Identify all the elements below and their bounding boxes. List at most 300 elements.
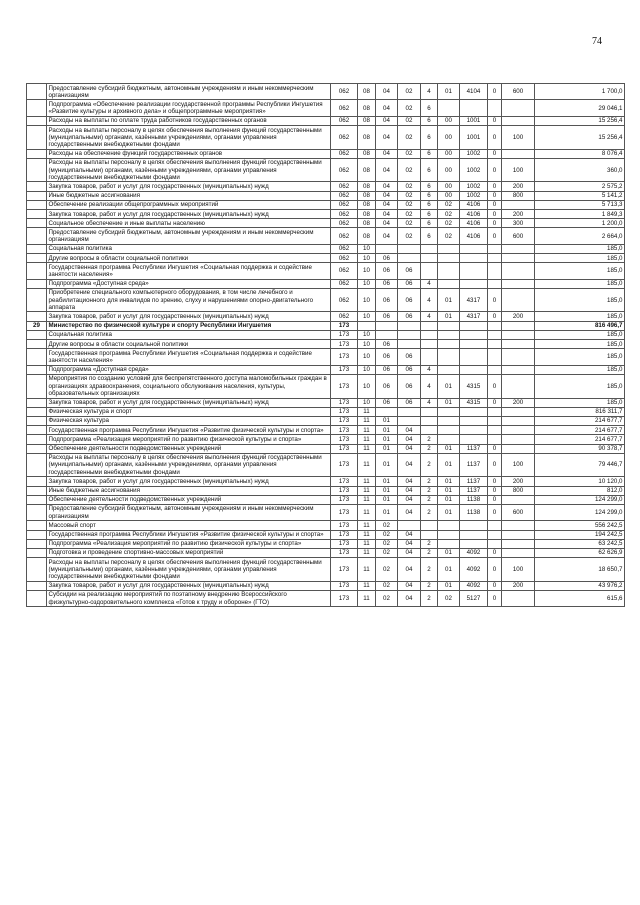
subsection-code-cell: 06 (376, 340, 398, 349)
subsection-code-cell: 01 (376, 504, 398, 520)
subprogram-code-cell (421, 244, 438, 253)
row-number-cell (27, 126, 47, 150)
measure-code-cell: 02 (438, 228, 460, 244)
row-number-cell (27, 116, 47, 125)
measure-code-cell: 01 (438, 504, 460, 520)
subsection-code-cell: 04 (376, 116, 398, 125)
measure-code-cell: 01 (438, 444, 460, 453)
subprogram-code-cell: 6 (421, 158, 438, 182)
program-code-cell: 06 (398, 263, 421, 279)
expense-type-cell: 100 (502, 126, 535, 150)
expense-type-cell (502, 279, 535, 288)
amount-cell: 360,0 (535, 158, 625, 182)
row-number-cell (27, 228, 47, 244)
expense-type-cell: 200 (502, 581, 535, 590)
program-code-cell: 04 (398, 495, 421, 504)
program-code-cell: 06 (398, 312, 421, 321)
table-row (27, 530, 625, 539)
subsection-code-cell: 01 (376, 495, 398, 504)
subsection-code-cell: 06 (376, 288, 398, 312)
direction-code-cell (460, 321, 488, 330)
section-code-cell: 10 (358, 374, 376, 398)
row-number-cell (27, 435, 47, 444)
extra-code-cell: 0 (488, 581, 502, 590)
amount-cell: 15 256,4 (535, 126, 625, 150)
table-row (27, 407, 625, 416)
measure-code-cell (438, 254, 460, 263)
expense-type-cell (502, 539, 535, 548)
expense-type-cell (502, 435, 535, 444)
table-row (27, 210, 625, 219)
program-code-cell: 04 (398, 435, 421, 444)
program-code-cell: 04 (398, 581, 421, 590)
expense-type-cell (502, 116, 535, 125)
extra-code-cell: 0 (488, 312, 502, 321)
amount-cell: 43 976,2 (535, 581, 625, 590)
measure-code-cell (438, 407, 460, 416)
section-code-cell: 11 (358, 435, 376, 444)
row-number-cell (27, 279, 47, 288)
direction-code-cell: 4315 (460, 398, 488, 407)
section-code-cell: 08 (358, 200, 376, 209)
program-code-cell: 06 (398, 374, 421, 398)
direction-code-cell: 1001 (460, 116, 488, 125)
expense-type-cell (502, 495, 535, 504)
amount-cell: 79 446,7 (535, 453, 625, 477)
ved-code-cell: 173 (331, 521, 358, 530)
subprogram-code-cell: 6 (421, 149, 438, 158)
row-name-cell: Закупка товаров, работ и услуг для государственных (муниципальных) нужд (47, 581, 331, 590)
table-row (27, 219, 625, 228)
ved-code-cell: 062 (331, 158, 358, 182)
section-code-cell: 11 (358, 530, 376, 539)
row-number-cell (27, 590, 47, 606)
ved-code-cell: 173 (331, 444, 358, 453)
section-code-cell: 11 (358, 477, 376, 486)
direction-code-cell (460, 365, 488, 374)
ved-code-cell: 173 (331, 340, 358, 349)
ved-code-cell: 062 (331, 100, 358, 116)
subsection-code-cell: 06 (376, 279, 398, 288)
ved-code-cell: 173 (331, 321, 358, 330)
subprogram-code-cell: 6 (421, 182, 438, 191)
ved-code-cell: 173 (331, 486, 358, 495)
subprogram-code-cell (421, 340, 438, 349)
section-code-cell: 10 (358, 254, 376, 263)
row-name-cell: Государственная программа Республики Ингушетия «Развитие физической культуры и спорта» (47, 530, 331, 539)
section-code-cell: 08 (358, 116, 376, 125)
row-name-cell: Приобретение специального компьютерного оборудования, в том числе лечебного и реабилитационного для инвалидов по зрению, слуху и нарушениями опорно-двигательного аппарата (47, 288, 331, 312)
subprogram-code-cell (421, 416, 438, 425)
measure-code-cell: 01 (438, 558, 460, 582)
section-code-cell: 11 (358, 416, 376, 425)
subsection-code-cell: 01 (376, 426, 398, 435)
subsection-code-cell: 01 (376, 444, 398, 453)
direction-code-cell (460, 263, 488, 279)
measure-code-cell (438, 539, 460, 548)
ved-code-cell: 173 (331, 581, 358, 590)
subprogram-code-cell (421, 407, 438, 416)
measure-code-cell (438, 244, 460, 253)
ved-code-cell: 062 (331, 210, 358, 219)
amount-cell: 124 299,0 (535, 495, 625, 504)
extra-code-cell: 0 (488, 504, 502, 520)
table-row (27, 349, 625, 365)
program-code-cell: 02 (398, 210, 421, 219)
subprogram-code-cell: 6 (421, 219, 438, 228)
program-code-cell: 04 (398, 590, 421, 606)
extra-code-cell (488, 416, 502, 425)
subsection-code-cell: 04 (376, 191, 398, 200)
table-row (27, 116, 625, 125)
direction-code-cell: 4104 (460, 84, 488, 100)
direction-code-cell (460, 521, 488, 530)
subsection-code-cell: 06 (376, 254, 398, 263)
expense-type-cell: 200 (502, 477, 535, 486)
row-name-cell: Массовый спорт (47, 521, 331, 530)
measure-code-cell (438, 530, 460, 539)
amount-cell: 5 713,3 (535, 200, 625, 209)
amount-cell: 185,0 (535, 254, 625, 263)
row-number-cell (27, 365, 47, 374)
ved-code-cell: 062 (331, 182, 358, 191)
row-number-cell (27, 288, 47, 312)
measure-code-cell (438, 349, 460, 365)
subprogram-code-cell: 2 (421, 539, 438, 548)
measure-code-cell: 01 (438, 495, 460, 504)
subprogram-code-cell: 4 (421, 374, 438, 398)
expense-type-cell (502, 530, 535, 539)
direction-code-cell: 1002 (460, 182, 488, 191)
section-code-cell: 11 (358, 521, 376, 530)
extra-code-cell (488, 530, 502, 539)
amount-cell: 1 200,0 (535, 219, 625, 228)
program-code-cell: 04 (398, 477, 421, 486)
measure-code-cell: 02 (438, 200, 460, 209)
row-number-cell (27, 374, 47, 398)
direction-code-cell: 4106 (460, 219, 488, 228)
row-name-cell: Предоставление субсидий бюджетным, автономным учреждениям и иным некоммерческим организациям (47, 228, 331, 244)
direction-code-cell (460, 416, 488, 425)
extra-code-cell: 0 (488, 486, 502, 495)
extra-code-cell (488, 435, 502, 444)
row-name-cell: Закупка товаров, работ и услуг для государственных (муниципальных) нужд (47, 182, 331, 191)
row-number-cell (27, 539, 47, 548)
extra-code-cell: 0 (488, 374, 502, 398)
row-number-cell (27, 444, 47, 453)
section-code-cell: 11 (358, 453, 376, 477)
subprogram-code-cell: 6 (421, 228, 438, 244)
ved-code-cell: 173 (331, 558, 358, 582)
subsection-code-cell: 01 (376, 453, 398, 477)
program-code-cell: 02 (398, 149, 421, 158)
program-code-cell (398, 407, 421, 416)
amount-cell: 812,0 (535, 486, 625, 495)
subsection-code-cell: 06 (376, 374, 398, 398)
measure-code-cell: 00 (438, 182, 460, 191)
row-name-cell: Подпрограмма «Реализация мероприятий по развитию физической культуры и спорта» (47, 539, 331, 548)
program-code-cell: 06 (398, 279, 421, 288)
section-code-cell: 11 (358, 444, 376, 453)
row-name-cell: Предоставление субсидий бюджетным, автономным учреждениям и иным некоммерческим организациям (47, 84, 331, 100)
amount-cell: 556 242,5 (535, 521, 625, 530)
expense-type-cell (502, 288, 535, 312)
measure-code-cell: 00 (438, 158, 460, 182)
extra-code-cell (488, 340, 502, 349)
table-row (27, 126, 625, 150)
extra-code-cell: 0 (488, 126, 502, 150)
direction-code-cell (460, 340, 488, 349)
page-number: 74 (592, 36, 602, 47)
measure-code-cell: 00 (438, 149, 460, 158)
program-code-cell: 02 (398, 219, 421, 228)
amount-cell: 615,6 (535, 590, 625, 606)
expense-type-cell (502, 374, 535, 398)
subsection-code-cell: 01 (376, 435, 398, 444)
section-code-cell: 10 (358, 349, 376, 365)
ved-code-cell: 062 (331, 228, 358, 244)
row-number-cell (27, 100, 47, 116)
program-code-cell: 06 (398, 365, 421, 374)
measure-code-cell (438, 100, 460, 116)
extra-code-cell: 0 (488, 590, 502, 606)
expense-type-cell: 100 (502, 453, 535, 477)
expense-type-cell: 100 (502, 558, 535, 582)
row-number-cell (27, 200, 47, 209)
measure-code-cell: 02 (438, 590, 460, 606)
ved-code-cell: 173 (331, 374, 358, 398)
direction-code-cell (460, 426, 488, 435)
expense-type-cell (502, 416, 535, 425)
direction-code-cell (460, 530, 488, 539)
expense-type-cell: 100 (502, 158, 535, 182)
expense-type-cell (502, 444, 535, 453)
subsection-code-cell: 06 (376, 312, 398, 321)
table-row (27, 444, 625, 453)
subprogram-code-cell: 2 (421, 486, 438, 495)
amount-cell: 185,0 (535, 263, 625, 279)
section-code-cell: 11 (358, 426, 376, 435)
program-code-cell: 04 (398, 426, 421, 435)
expense-type-cell (502, 590, 535, 606)
table-row (27, 191, 625, 200)
program-code-cell: 02 (398, 84, 421, 100)
direction-code-cell (460, 279, 488, 288)
extra-code-cell (488, 349, 502, 365)
row-number-cell (27, 477, 47, 486)
table-row (27, 182, 625, 191)
row-name-cell: Предоставление субсидий бюджетным, автономным учреждениям и иным некоммерческим организациям (47, 504, 331, 520)
direction-code-cell (460, 539, 488, 548)
section-code-cell: 10 (358, 288, 376, 312)
row-name-cell: Расходы на выплаты персоналу в целях обеспечения выполнения функций государственными (муниципальными) органами, казёнными учреждениями, органами управления государственными внебюджетными фондами (47, 558, 331, 582)
row-number-cell (27, 521, 47, 530)
extra-code-cell: 0 (488, 558, 502, 582)
subprogram-code-cell: 4 (421, 365, 438, 374)
direction-code-cell: 1002 (460, 149, 488, 158)
measure-code-cell (438, 263, 460, 279)
extra-code-cell: 0 (488, 191, 502, 200)
program-code-cell: 02 (398, 116, 421, 125)
subprogram-code-cell (421, 263, 438, 279)
program-code-cell (398, 340, 421, 349)
ved-code-cell: 062 (331, 312, 358, 321)
ved-code-cell: 173 (331, 349, 358, 365)
extra-code-cell: 0 (488, 453, 502, 477)
section-code-cell: 11 (358, 407, 376, 416)
amount-cell: 185,0 (535, 365, 625, 374)
amount-cell: 185,0 (535, 349, 625, 365)
direction-code-cell: 4106 (460, 210, 488, 219)
expense-type-cell (502, 321, 535, 330)
extra-code-cell (488, 321, 502, 330)
program-code-cell: 04 (398, 539, 421, 548)
table-row (27, 590, 625, 606)
subsection-code-cell: 02 (376, 521, 398, 530)
expense-type-cell: 600 (502, 504, 535, 520)
direction-code-cell: 1001 (460, 126, 488, 150)
measure-code-cell (438, 416, 460, 425)
row-number-cell (27, 530, 47, 539)
section-code-cell: 10 (358, 340, 376, 349)
row-name-cell: Закупка товаров, работ и услуг для государственных (муниципальных) нужд (47, 477, 331, 486)
ved-code-cell: 173 (331, 495, 358, 504)
direction-code-cell: 1137 (460, 444, 488, 453)
extra-code-cell: 0 (488, 182, 502, 191)
amount-cell: 214 677,7 (535, 426, 625, 435)
table-row (27, 254, 625, 263)
section-code-cell: 11 (358, 548, 376, 557)
subprogram-code-cell: 6 (421, 191, 438, 200)
row-number-cell (27, 263, 47, 279)
expense-type-cell (502, 330, 535, 339)
row-name-cell: Расходы на выплаты по оплате труда работников государственных органов (47, 116, 331, 125)
direction-code-cell: 1137 (460, 486, 488, 495)
amount-cell: 185,0 (535, 279, 625, 288)
expense-type-cell: 200 (502, 210, 535, 219)
section-code-cell: 11 (358, 486, 376, 495)
subprogram-code-cell: 2 (421, 477, 438, 486)
amount-cell: 62 626,9 (535, 548, 625, 557)
expense-type-cell (502, 349, 535, 365)
row-number-cell (27, 340, 47, 349)
subsection-code-cell: 04 (376, 100, 398, 116)
program-code-cell: 02 (398, 158, 421, 182)
expense-type-cell: 300 (502, 219, 535, 228)
extra-code-cell: 0 (488, 200, 502, 209)
table-row (27, 312, 625, 321)
subprogram-code-cell: 4 (421, 398, 438, 407)
extra-code-cell (488, 244, 502, 253)
extra-code-cell (488, 521, 502, 530)
row-name-cell: Физическая культура и спорт (47, 407, 331, 416)
table-row (27, 495, 625, 504)
subsection-code-cell: 02 (376, 581, 398, 590)
expense-type-cell (502, 263, 535, 279)
ved-code-cell: 173 (331, 407, 358, 416)
subprogram-code-cell: 4 (421, 84, 438, 100)
section-code-cell: 10 (358, 312, 376, 321)
measure-code-cell (438, 365, 460, 374)
subprogram-code-cell: 2 (421, 453, 438, 477)
subprogram-code-cell (421, 521, 438, 530)
extra-code-cell: 0 (488, 158, 502, 182)
row-number-cell (27, 219, 47, 228)
extra-code-cell (488, 407, 502, 416)
row-number-cell (27, 407, 47, 416)
measure-code-cell: 00 (438, 191, 460, 200)
row-name-cell: Социальная политика (47, 244, 331, 253)
row-number-cell (27, 426, 47, 435)
table-row (27, 84, 625, 100)
section-code-cell: 11 (358, 504, 376, 520)
row-name-cell: Расходы на выплаты персоналу в целях обеспечения выполнения функций государственными (муниципальными) органами, казёнными учреждениями, органами управления государственными внебюджетными фондами (47, 126, 331, 150)
measure-code-cell: 00 (438, 126, 460, 150)
ved-code-cell: 173 (331, 530, 358, 539)
ved-code-cell: 062 (331, 219, 358, 228)
subprogram-code-cell: 2 (421, 590, 438, 606)
subsection-code-cell: 04 (376, 149, 398, 158)
subsection-code-cell: 02 (376, 539, 398, 548)
direction-code-cell (460, 349, 488, 365)
table-row (27, 548, 625, 557)
expense-type-cell (502, 407, 535, 416)
subsection-code-cell: 06 (376, 398, 398, 407)
table-row (27, 200, 625, 209)
expense-type-cell (502, 244, 535, 253)
amount-cell: 1 849,3 (535, 210, 625, 219)
amount-cell: 63 242,5 (535, 539, 625, 548)
subsection-code-cell: 02 (376, 590, 398, 606)
extra-code-cell (488, 254, 502, 263)
table-row (27, 416, 625, 425)
ved-code-cell: 173 (331, 435, 358, 444)
measure-code-cell (438, 521, 460, 530)
section-code-cell: 11 (358, 495, 376, 504)
table-row (27, 558, 625, 582)
row-number-cell (27, 312, 47, 321)
subsection-code-cell: 04 (376, 158, 398, 182)
ved-code-cell: 062 (331, 244, 358, 253)
program-code-cell (398, 244, 421, 253)
row-number-cell (27, 581, 47, 590)
section-code-cell: 10 (358, 398, 376, 407)
amount-cell: 18 650,7 (535, 558, 625, 582)
table-row (27, 398, 625, 407)
extra-code-cell (488, 365, 502, 374)
row-number-cell (27, 453, 47, 477)
program-code-cell: 02 (398, 200, 421, 209)
direction-code-cell: 4092 (460, 548, 488, 557)
table-row (27, 374, 625, 398)
direction-code-cell: 1137 (460, 477, 488, 486)
direction-code-cell (460, 254, 488, 263)
ved-code-cell: 062 (331, 200, 358, 209)
ved-code-cell: 173 (331, 477, 358, 486)
program-code-cell: 04 (398, 530, 421, 539)
extra-code-cell: 0 (488, 495, 502, 504)
amount-cell: 185,0 (535, 330, 625, 339)
program-code-cell (398, 416, 421, 425)
program-code-cell: 06 (398, 398, 421, 407)
measure-code-cell: 01 (438, 581, 460, 590)
amount-cell: 194 242,5 (535, 530, 625, 539)
table-row (27, 288, 625, 312)
subprogram-code-cell: 2 (421, 558, 438, 582)
amount-cell: 8 076,4 (535, 149, 625, 158)
row-name-cell: Государственная программа Республики Ингушетия «Развитие физической культуры и спорта» (47, 426, 331, 435)
subsection-code-cell: 01 (376, 486, 398, 495)
